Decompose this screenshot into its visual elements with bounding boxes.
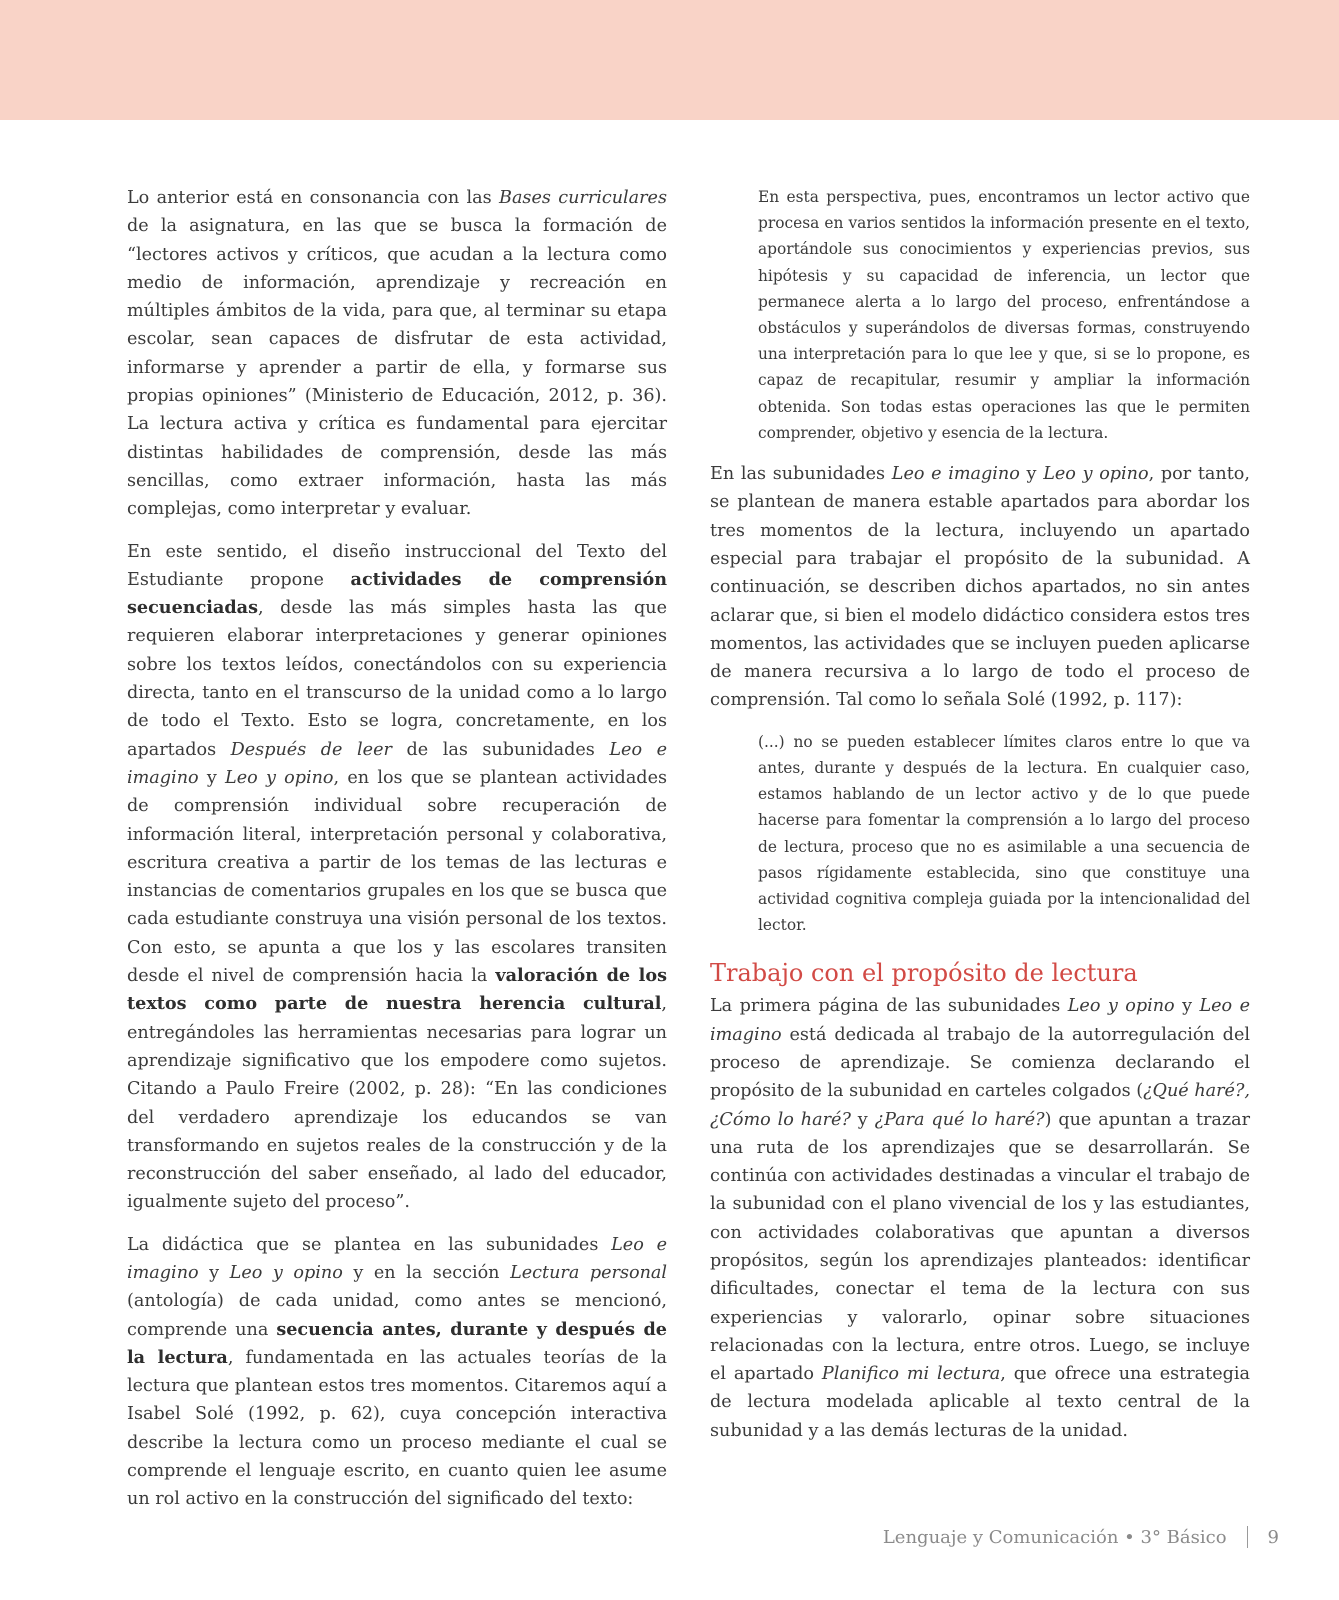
italic-phrase: Leo y opino	[225, 767, 334, 788]
italic-phrase: Leo e imagino	[127, 739, 668, 788]
italic-phrase: Leo y opino	[1067, 996, 1175, 1017]
italic-phrase: Bases curriculares	[499, 188, 668, 208]
italic-phrase: Leo e imagino	[710, 996, 1250, 1045]
bold-phrase: secuencia antes, durante y después de la lectura	[127, 1318, 667, 1368]
paragraph-didactica: La didáctica que se plantea en las subunidades Leo e imagino y Leo y opino y en la sección Lectura personal (antología) de cada unidad, como antes se mencionó, comprende una secuencia antes, durante y después de la lectura, fundamentada en las actuales teorías de la lectura que plantean estos tres momentos. Citaremos aquí a Isabel Solé (1992, p. 62), cuya concepción interactiva describe la lectura como un proceso mediante el cual se comprende el lenguaje escrito, en cuanto quien lee asume un rol activo en la construcción del significado del texto:	[127, 1234, 668, 1510]
paragraph-subunidades: En las subunidades Leo e imagino y Leo y opino, por tanto, se plantean de manera estable apartados para abordar los tres momentos de la lectura, incluyendo un apartado especial para trabajar el propósito de la subunidad. A continuación, se describen dichos apartados, no sin antes aclarar que, si bien el modelo didáctico considera estos tres momentos, las actividades que se incluyen pueden aplicarse de manera recursiva a lo largo de todo el proceso de comprensión. Tal como lo señala Solé (1992, p. 117):	[710, 464, 1250, 711]
bold-phrase: actividades de comprensión secuenciadas	[127, 568, 667, 619]
block-quote-lector-activo: En esta perspectiva, pues, encontramos un lector activo que procesa en varios sentidos la información presente en el texto, aportándole sus conocimientos y experiencias previos, sus hipótesis y su capacidad de inferencia, un lector que permanece alerta a lo largo del proceso, enfrentándose a obstáculos y superándolos de diversas formas, construyendo una interpretación para lo que lee y que, si se lo propone, es capaz de recapitular, resumir y ampliar la información obtenida. Son todas estas operaciones las que le permiten comprender, objetivo y esencia de la lectura.	[758, 188, 1250, 442]
italic-phrase: ¿Para qué lo haré?	[874, 1109, 1045, 1130]
header-color-band	[0, 0, 1339, 120]
italic-phrase: Leo y opino	[229, 1262, 343, 1283]
italic-phrase: Después de leer	[230, 739, 392, 760]
italic-phrase: ¿Qué haré?, ¿Cómo lo haré?	[710, 1081, 1250, 1130]
paragraph-bases-curriculares: Lo anterior está en consonancia con las Bases curriculares de la asignatura, en las que se busca la formación de “lectores activos y críticos, que acudan a la lectura como medio de información, aprendizaje y recreación en múltiples ámbitos de la vida, para que, al terminar su etapa escolar, sean capaces de disfrutar de esta actividad, informarse y aprender a partir de ella, y formarse sus propias opiniones” (Ministerio de Educación, 2012, p. 36). La lectura activa y crítica es fundamental para ejercitar distintas habilidades de comprensión, desde las más sencillas, como extraer información, hasta las más complejas, como interpretar y evaluar.	[127, 188, 668, 520]
page-footer	[883, 1526, 1279, 1548]
paragraph-proposito: La primera página de las subunidades Leo y opino y Leo e imagino está dedicada al trabajo de la autorregulación del proceso de aprendizaje. Se comienza declarando el propósito de la subunidad en carteles colgados (¿Qué haré?, ¿Cómo lo haré? y ¿Para qué lo haré?) que apuntan a trazar una ruta de los aprendizajes que se desarrollarán. Se continúa con actividades destinadas a vincular el trabajo de la subunidad con el plano vivencial de los y las estudiantes, con actividades colaborativas que apuntan a diversos propósitos, según los aprendizajes planteados: identificar dificultades, conectar el tema de la lectura con sus experiencias y valorarlo, opinar sobre situaciones relacionadas con la lectura, entre otros. Luego, se incluye el apartado Planifico mi lectura, que ofrece una estrategia de lectura modelada aplicable al texto central de la subunidad y a las demás lecturas de la unidad.	[710, 996, 1251, 1441]
page-number: 9	[1267, 1526, 1279, 1548]
italic-phrase: Leo e imagino	[127, 1234, 667, 1283]
italic-phrase: Leo e imagino	[891, 464, 1020, 485]
bold-phrase: valoración de los textos como parte de nuestra herencia cultural	[127, 965, 667, 1015]
section-title: Trabajo con el propósito de lectura	[710, 959, 1138, 988]
italic-phrase: Lectura personal	[510, 1262, 668, 1283]
italic-phrase: Planifico mi lectura	[821, 1364, 1001, 1385]
paragraph-diseno-instruccional: En este sentido, el diseño instruccional del Texto del Estudiante propone actividades de comprensión secuenciadas, desde las más simples hasta las que requieren elaborar interpretaciones y generar opiniones sobre los textos leídos, conectándolos con su experiencia directa, tanto en el transcurso de la unidad como a lo largo de todo el Texto. Esto se logra, concretamente, en los apartados Después de leer de las subunidades Leo e imagino y Leo y opino, en los que se plantean actividades de comprensión individual sobre recuperación de información literal, interpretación personal y colaborativa, escritura creativa a partir de los temas de las lecturas e instancias de comentarios grupales en los que se busca que cada estudiante construya una visión personal de los textos. Con esto, se apunta a que los y las escolares transiten desde el nivel de comprensión hacia la valoración de los textos como parte de nuestra herencia cultural, entregándoles las herramientas necesarias para lograr un aprendizaje significativo que los empodere como sujetos. Citando a Paulo Freire (2002, p. 28): “En las condiciones del verdadero aprendizaje los educandos se van transformando en sujetos reales de la construcción y de la reconstrucción del saber enseñado, al lado del educador, igualmente sujeto del proceso”.	[127, 541, 668, 1213]
italic-phrase: Leo y opino	[1043, 464, 1149, 485]
footer-divider	[1247, 1526, 1248, 1548]
block-quote-sole: (...) no se pueden establecer límites claros entre lo que va antes, durante y después de la lectura. En cualquier caso, estamos hablando de un lector activo y de lo que puede hacerse para fomentar la comprensión a lo largo del proceso de lectura, proceso que no es asimilable a una secuencia de pasos rígidamente establecida, sino que constituye una actividad cognitiva compleja guiada por la intencionalidad del lector.	[758, 732, 1250, 935]
left-column	[127, 184, 667, 1528]
footer-book-title: Lenguaje y Comunicación • 3° Básico	[882, 1526, 1227, 1548]
right-column	[710, 184, 1250, 1459]
